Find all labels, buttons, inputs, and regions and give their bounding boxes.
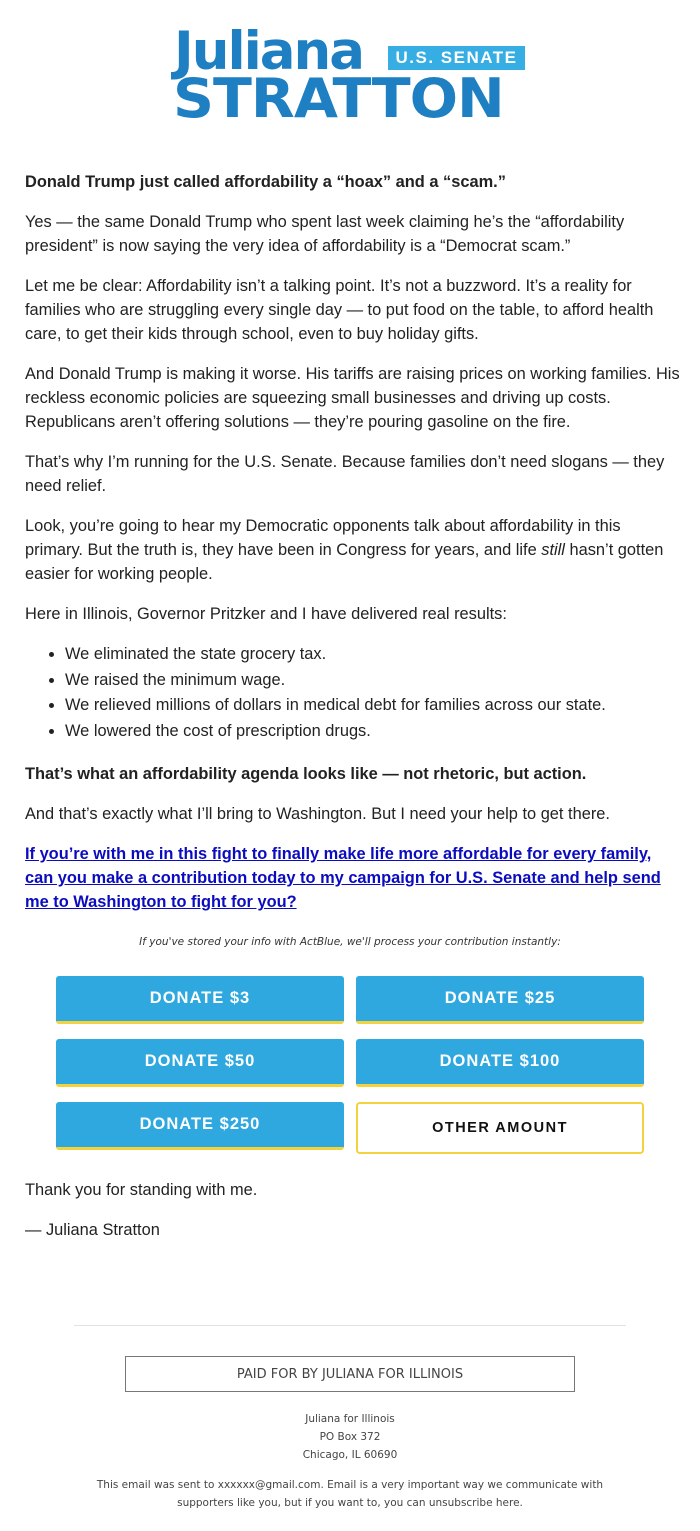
- donate-3-button[interactable]: DONATE $3: [56, 976, 344, 1024]
- list-item: • We raised the minimum wage.: [65, 668, 680, 694]
- sent-to-prefix: This email was sent to: [96, 1479, 218, 1491]
- logo-first-name: Juliana: [174, 21, 364, 82]
- donate-250-button[interactable]: DONATE $250: [56, 1102, 344, 1150]
- paragraph-5-end: hasn’t gotten easier for working people.: [25, 541, 664, 583]
- other-amount-button[interactable]: OTHER AMOUNT: [356, 1102, 644, 1154]
- list-item: • We lowered the cost of prescription drugs.: [65, 719, 680, 745]
- recipient-email: xxxxxx@gmail.com: [217, 1479, 321, 1491]
- paragraph-6: Here in Illinois, Governor Pritzker and I have delivered real results:: [25, 605, 507, 623]
- footer-note-end: .: [519, 1497, 523, 1509]
- paragraph-4: That’s why I’m running for the U.S. Senate. Because families don’t need slogans — they need relief.: [25, 453, 665, 495]
- address-line-2: Chicago, IL 60690: [302, 1449, 398, 1461]
- paragraph-3: And Donald Trump is making it worse. His tariffs are raising prices on working families. His reckless economic policies are squeezing small businesses and driving up costs. Republicans aren’t offering solutions — they’re pouring gasoline on the fire.: [25, 365, 680, 431]
- org-name: Juliana for Illinois: [305, 1413, 395, 1425]
- contribute-link[interactable]: If you’re with me in this fight to finally make life more affordable for every family, can you make a contribution today to my campaign for U.S. Senate and help send me to Washington to fight for you?: [25, 845, 661, 911]
- donate-50-button[interactable]: DONATE $50: [56, 1039, 344, 1087]
- sent-to-suffix: . Email is a very important way we communicate with supporters like you, but if you want to, you can: [177, 1479, 604, 1509]
- agenda-statement: That’s what an affordability agenda looks like — not rhetoric, but action.: [25, 765, 587, 783]
- footer-note: [80, 1476, 620, 1512]
- email-body: [25, 170, 680, 930]
- list-item: • We relieved millions of dollars in medical debt for families across our state.: [65, 693, 680, 719]
- paragraph-1: Yes — the same Donald Trump who spent last week claiming he’s the “affordability president” is now saying the very idea of affordability is a “Democrat scam.”: [25, 213, 625, 255]
- closing: [25, 1178, 680, 1258]
- donate-25-button[interactable]: DONATE $25: [356, 976, 644, 1024]
- donate-100-button[interactable]: DONATE $100: [356, 1039, 644, 1087]
- address-line-1: PO Box 372: [319, 1431, 381, 1443]
- unsubscribe-link[interactable]: unsubscribe here: [428, 1497, 520, 1509]
- paragraph-2: Let me be clear: Affordability isn’t a talking point. It’s not a buzzword. It’s a reality for families who are struggling every single day — to put food on the table, to afford health care, to get their kids through school, even to buy holiday gifts.: [25, 277, 654, 343]
- logo-last-name: STRATTON: [173, 67, 504, 131]
- list-item: • We eliminated the state grocery tax.: [65, 642, 680, 668]
- thanks-line: Thank you for standing with me.: [25, 1181, 258, 1199]
- footer-divider: [74, 1325, 626, 1326]
- campaign-logo: [0, 0, 700, 140]
- actblue-note: If you've stored your info with ActBlue, we'll process your contribution instantly:: [139, 936, 561, 948]
- headline: Donald Trump just called affordability a “hoax” and a “scam.”: [25, 173, 506, 191]
- results-list: [25, 642, 680, 744]
- paragraph-5-start: Look, you’re going to hear my Democratic opponents talk about affordability in this primary. But the truth is, they have been in Congress for years, and life: [25, 517, 621, 559]
- signature: — Juliana Stratton: [25, 1221, 160, 1239]
- paragraph-7: And that’s exactly what I’ll bring to Washington. But I need your help to get there.: [25, 805, 610, 823]
- paragraph-5-emphasis: still: [541, 541, 565, 559]
- logo-office-badge: U.S. SENATE: [388, 46, 525, 70]
- paragraph-5: [25, 514, 680, 586]
- paid-for-disclaimer: PAID FOR BY JULIANA FOR ILLINOIS: [125, 1356, 575, 1392]
- mailing-address: [0, 1410, 700, 1464]
